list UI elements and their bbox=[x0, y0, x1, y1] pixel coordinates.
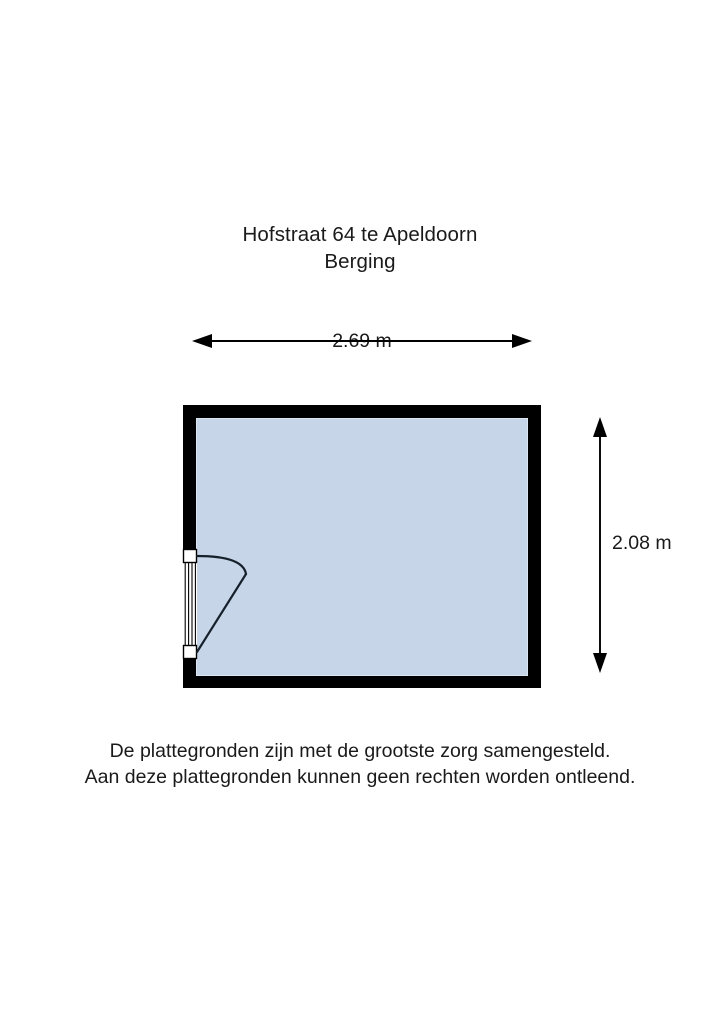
door-jamb-bottom bbox=[184, 646, 197, 659]
room-walls bbox=[183, 405, 541, 688]
door-jamb-top bbox=[184, 550, 197, 563]
footer-line-2: Aan deze plattegronden kunnen geen rechten worden ontleend. bbox=[84, 766, 636, 788]
plan-title-block bbox=[0, 222, 720, 275]
height-dimension bbox=[593, 417, 607, 673]
height-dimension-label: 2.08 m bbox=[612, 531, 712, 555]
arrow-right-icon bbox=[512, 334, 532, 348]
width-dimension-label: 2.69 m bbox=[300, 329, 424, 353]
page-title-plan-name: Berging bbox=[324, 250, 396, 273]
door-opening bbox=[183, 549, 197, 659]
arrow-up-icon bbox=[593, 417, 607, 437]
footer-line-1: De plattegronden zijn met de grootste zorg samengesteld. bbox=[109, 740, 611, 762]
room-floor-fill bbox=[196, 418, 528, 676]
arrow-down-icon bbox=[593, 653, 607, 673]
footer-disclaimer bbox=[0, 738, 720, 790]
arrow-left-icon bbox=[192, 334, 212, 348]
page-title-address: Hofstraat 64 te Apeldoorn bbox=[242, 223, 478, 246]
